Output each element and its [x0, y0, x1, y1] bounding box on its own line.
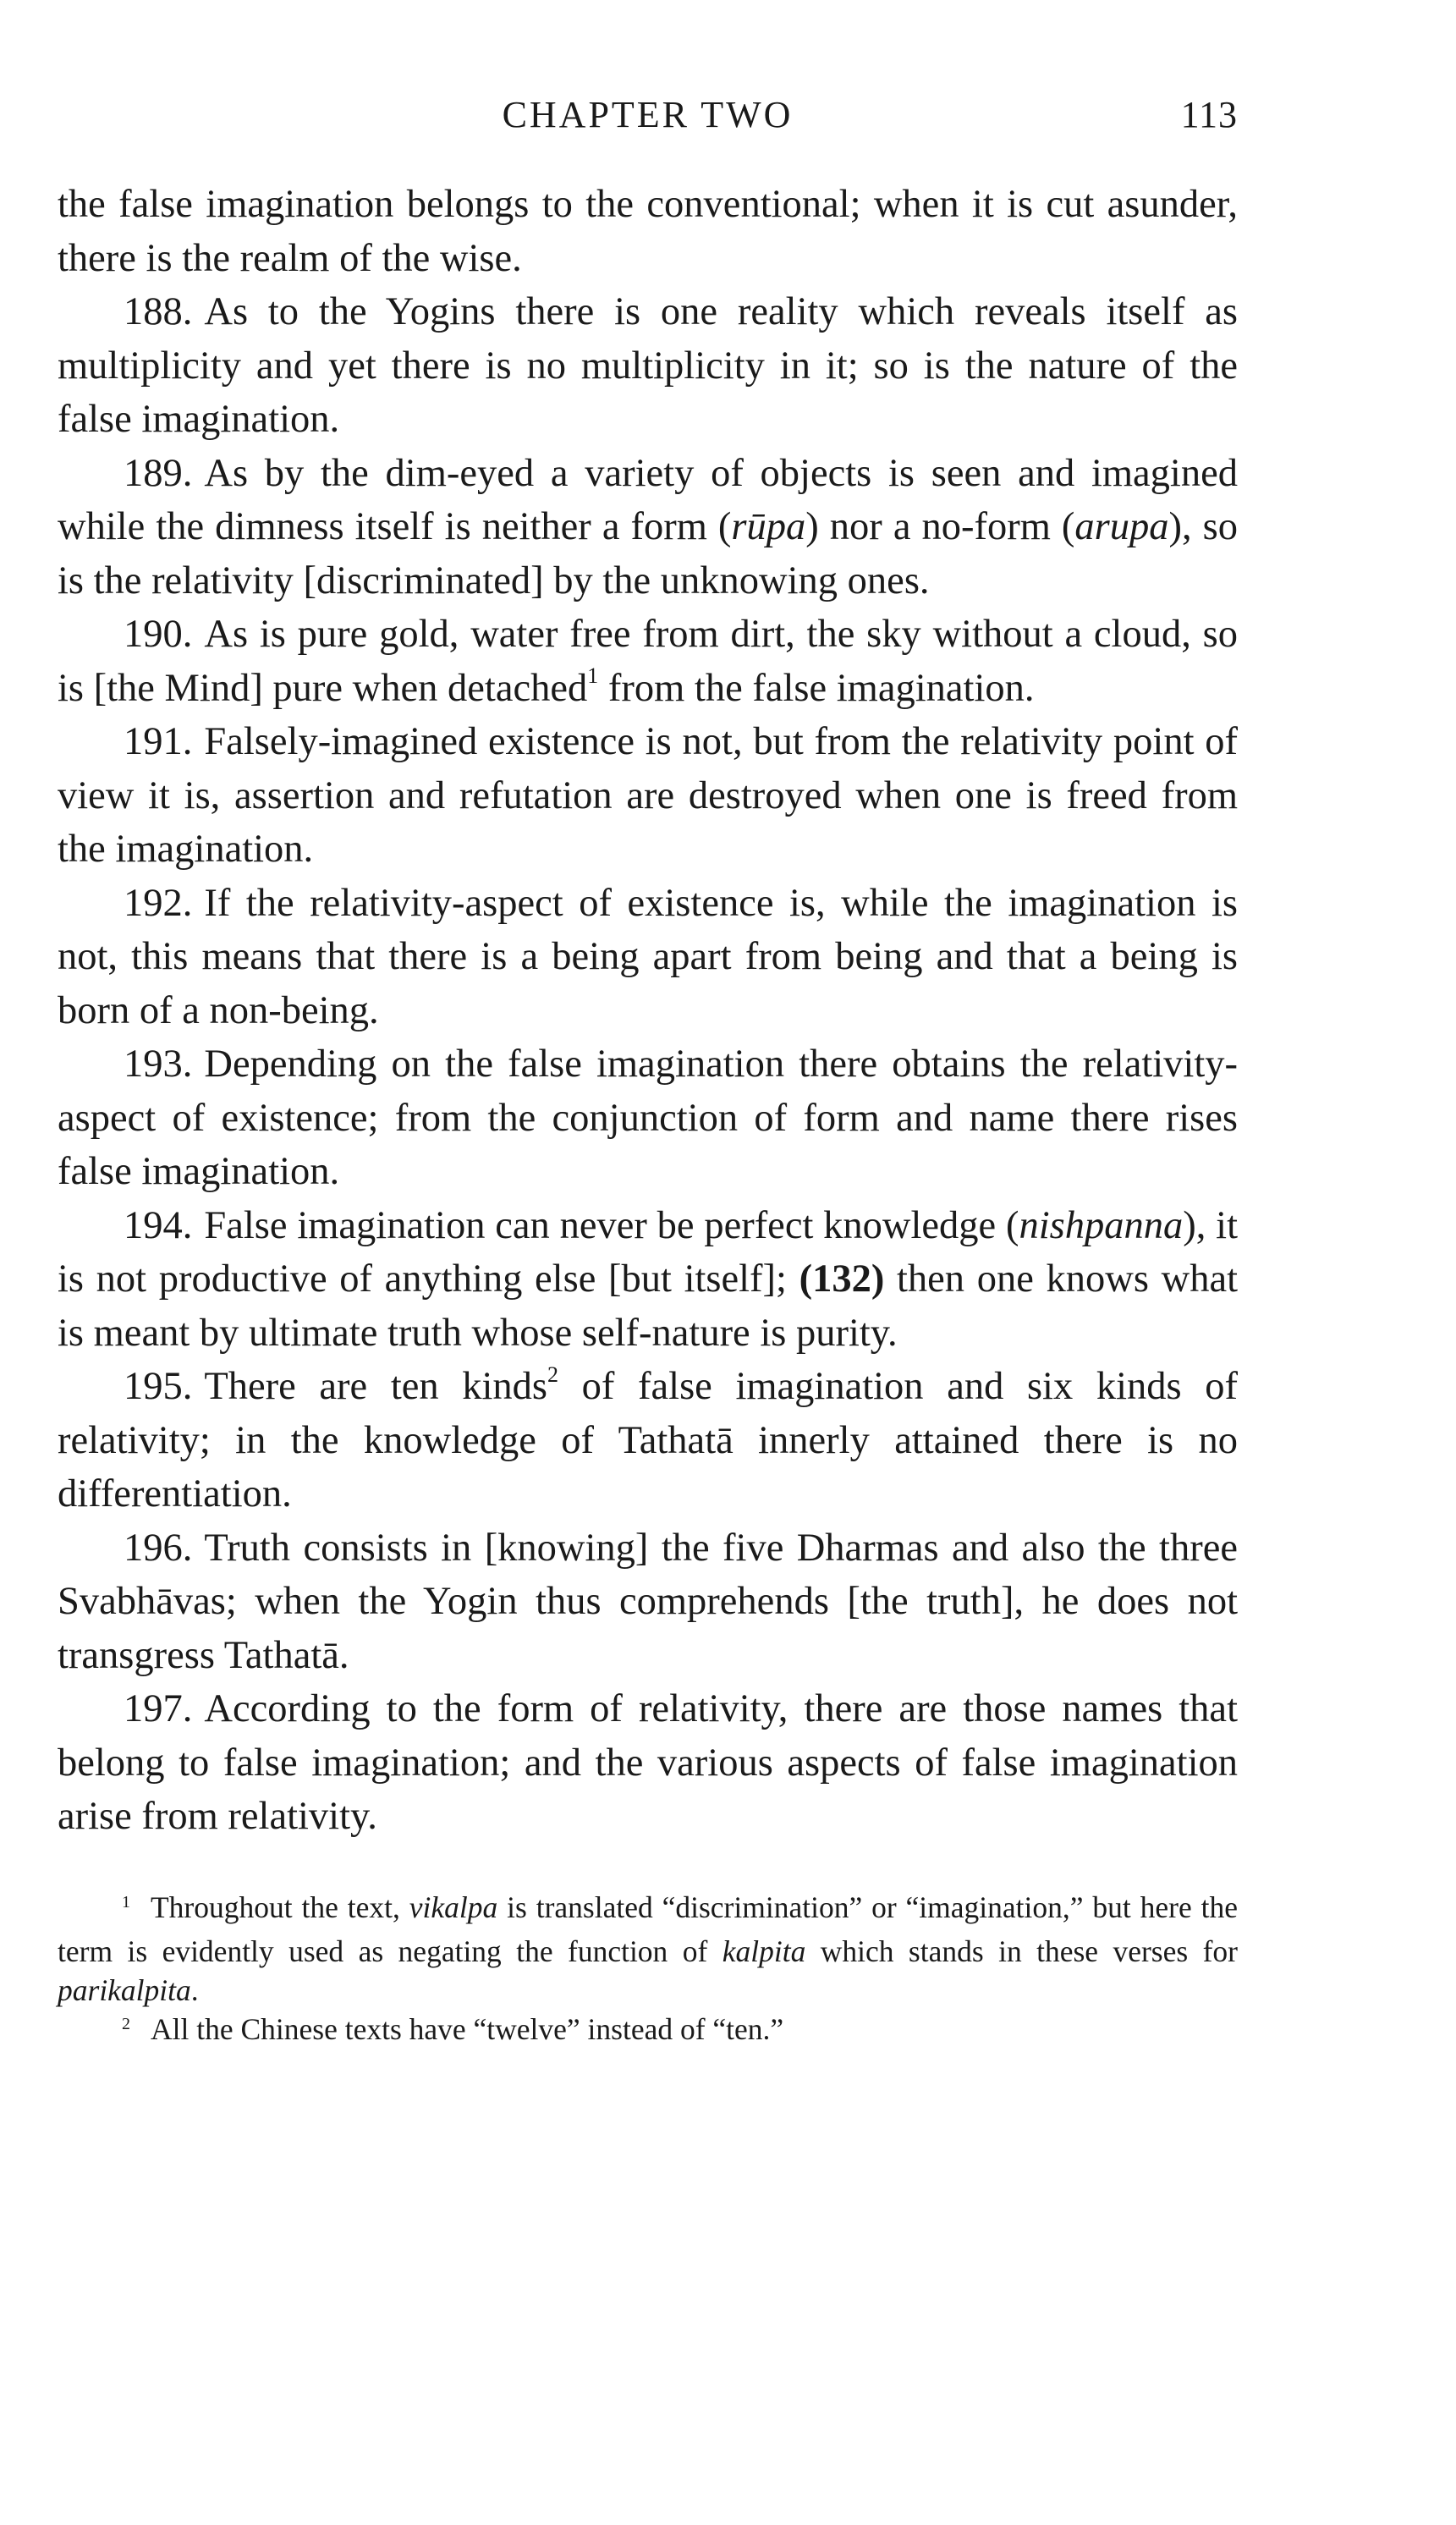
verse-193 [58, 1037, 1238, 1199]
book-page [58, 93, 1238, 2054]
verse-number: 194. [124, 1203, 193, 1247]
footnote-mark: 1 [122, 1892, 130, 1912]
verse-number: 192. [124, 881, 193, 925]
verse-number: 191. [124, 720, 193, 763]
verse-number: 188. [124, 290, 193, 333]
verse-text: ), so is the relativity [discriminated] by the unknowing ones. [58, 505, 1238, 602]
running-head [58, 93, 1238, 152]
footnote-2 [58, 2010, 1238, 2054]
verse-number: 190. [124, 613, 193, 656]
sanskrit-term: vikalpa [409, 1890, 498, 1924]
verse-195 [58, 1360, 1238, 1521]
verse-text: False imagination can never be perfect knowledge ( [204, 1203, 1019, 1247]
verse-text: of false imagination and six kinds of relativity; in the knowledge of Tathatā innerly attained there is no differentiation. [58, 1365, 1238, 1516]
verse-number: 193. [124, 1042, 193, 1086]
footnotes [58, 1888, 1238, 2054]
verse-text: As to the Yogins there is one reality which reveals itself as multiplicity and yet there is no multiplicity in it; so is the nature of the false imagination. [58, 290, 1238, 441]
verse-text: Depending on the false imagination there obtains the relativity-aspect of existence; from the conjunction of form and name there rises false imagination. [58, 1042, 1238, 1193]
verse-192 [58, 877, 1238, 1038]
footnote-1 [58, 1888, 1238, 2010]
verse-text: then one knows what is meant by ultimate truth whose self-nature is purity. [58, 1257, 1238, 1355]
original-page-reference: (132) [799, 1257, 885, 1301]
verse-number: 197. [124, 1687, 193, 1730]
sanskrit-term: rūpa [731, 505, 806, 548]
verse-text: There are ten kinds [204, 1365, 548, 1408]
footnote-text: . [190, 1972, 199, 2007]
verse-text: If the relativity-aspect of existence is, while the imagination is not, this means that there is a being apart from being and that a being is born of a non-being. [58, 881, 1238, 1032]
sanskrit-term: parikalpita [58, 1972, 191, 2007]
verse-text: ) nor a no-form ( [805, 505, 1075, 548]
verse-text: Truth consists in [knowing] the five Dharmas and also the three Svabhāvas; when the Yogin thus comprehends [the truth], he does not transgress Tathatā. [58, 1526, 1238, 1677]
verse-text: As is pure gold, water free from dirt, the sky without a cloud, so is [the Mind] pure when detached [58, 613, 1238, 710]
verse-196 [58, 1521, 1238, 1683]
footnote-mark: 2 [122, 2014, 130, 2033]
verse-text: ), it is not productive of anything else [but itself]; [58, 1203, 1238, 1301]
verse-189 [58, 447, 1238, 608]
verse-number: 196. [124, 1526, 193, 1570]
footnote-text: is translated “discrimination” or “imagination,” but here the term is evidently used as negating the function of [58, 1890, 1238, 1968]
running-title: CHAPTER TWO [502, 94, 794, 135]
verse-text: from the false imagination. [598, 666, 1035, 710]
body-text [58, 178, 1238, 1844]
footnote-text: All the Chinese texts have “twelve” instead of “ten.” [151, 2011, 784, 2046]
verse-188 [58, 285, 1238, 447]
footnote-reference: 1 [587, 663, 599, 688]
continuation-paragraph [58, 178, 1238, 285]
page-number: 113 [1180, 94, 1238, 135]
verse-text: As by the dim-eyed a variety of objects is seen and imagined while the dimness itself is neither a form ( [58, 451, 1238, 548]
verse-number: 189. [124, 451, 193, 495]
verse-190 [58, 608, 1238, 715]
verse-text: According to the form of relativity, there are those names that belong to false imagination; and the various aspects of false imagination arise from relativity. [58, 1687, 1238, 1838]
paragraph-text: the false imagination belongs to the conventional; when it is cut asunder, there is the realm of the wise. [58, 183, 1238, 280]
verse-number: 195. [124, 1365, 193, 1408]
sanskrit-term: arupa [1074, 505, 1169, 548]
footnote-reference: 2 [547, 1362, 559, 1387]
footnote-text: Throughout the text, [151, 1890, 409, 1924]
sanskrit-term: nishpanna [1019, 1203, 1184, 1247]
verse-191 [58, 715, 1238, 877]
verse-197 [58, 1682, 1238, 1844]
verse-text: Falsely-imagined existence is not, but from the relativity point of view it is, assertion and refutation are destroyed when one is freed from the imagination. [58, 720, 1238, 871]
sanskrit-term: kalpita [722, 1934, 806, 1968]
footnote-text: which stands in these verses for [805, 1934, 1238, 1968]
verse-194 [58, 1199, 1238, 1361]
